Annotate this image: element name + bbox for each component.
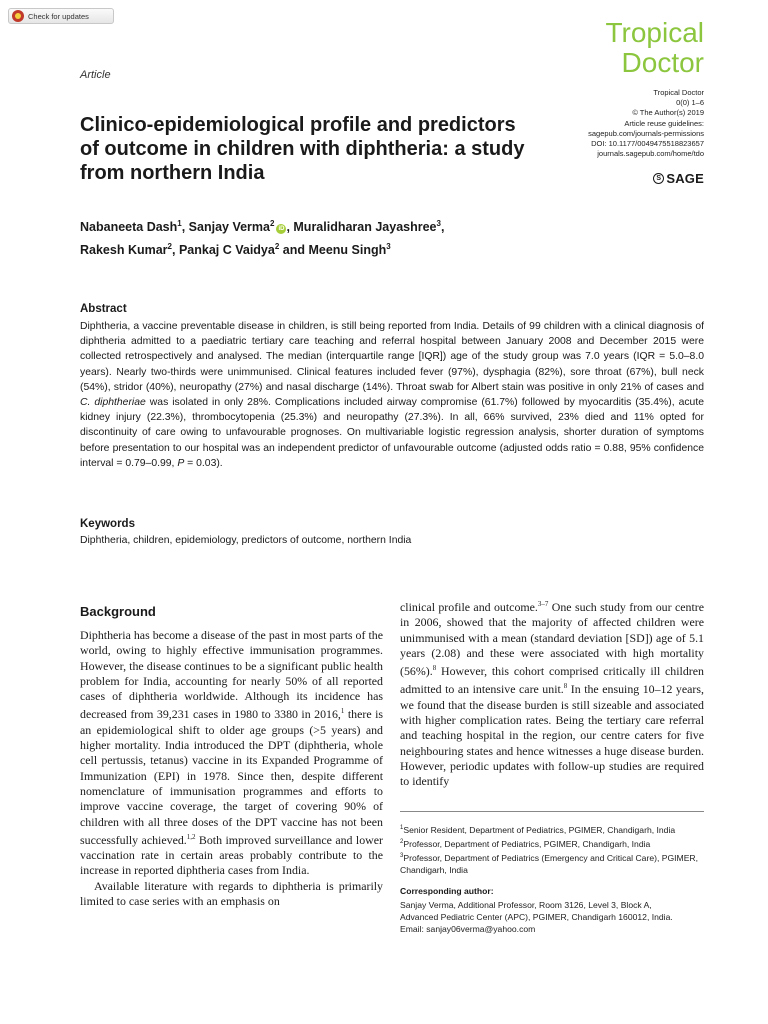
footnote-divider: [400, 811, 704, 812]
meta-copyright: © The Author(s) 2019: [632, 108, 704, 118]
citation-ref[interactable]: 3–7: [537, 600, 549, 608]
meta-journal: Tropical Doctor: [653, 88, 704, 97]
sage-logo-icon: S: [653, 173, 664, 184]
author-affiliation-ref: 2: [269, 219, 275, 228]
affiliations: [400, 822, 704, 876]
body-paragraph: Available literature with regards to diphtheria is primarily limited to case series with an emphasis on: [80, 878, 383, 908]
citation-ref[interactable]: 1,2: [186, 832, 196, 841]
meta-doi-link[interactable]: DOI: 10.1177/0049475518823657: [591, 139, 704, 149]
body-column-left: [80, 628, 383, 909]
p-value-label: P: [177, 457, 185, 469]
meta-reuse: Article reuse guidelines:: [624, 118, 704, 128]
crossmark-icon: [12, 10, 24, 22]
organism-name: C. diphtheriae: [80, 397, 146, 409]
author-name: Muralidharan Jayashree: [293, 220, 437, 235]
author-name: Meenu Singh: [308, 243, 387, 258]
affiliation-item: $^2$Professor, Department of Pediatrics, PGIMER, Chandigarh, India: [400, 838, 651, 849]
author-name: Rakesh Kumar: [80, 243, 168, 258]
journal-name-line2: Doctor: [621, 47, 704, 78]
journal-logo: [605, 18, 704, 78]
body-paragraph: clinical profile and outcome.$^{3-7}$ One such study from our centre in 2006, showed that the majority of affected children were unimmunised with a mean (standard deviation [SD]) age of 5.1 years (2.08) and these were associated with high mortality (56%).$^8$ However, this cohort comprised critically ill children admitted to an intensive care unit.$^8$ In the ensuing 10–12 years, we found that the disease burden is still sizeable and associated with higher complication rates. Being the tertiary care referral and teaching hospital in the region, our centre caters for five neighbouring states and hence witnesses a huge disease burden. However, periodic updates with follow-up studies are required to identify: [400, 599, 704, 789]
author-affiliation-ref: 2: [167, 242, 172, 252]
citation-ref[interactable]: 1: [340, 707, 345, 716]
body-paragraph: Diphtheria has become a disease of the past in most parts of the world, owing to highly effective immunisation programmes. However, the disease continues to be a significant public health problem for India, accounting for nearly 50% of all reported cases of diphtheria worldwide. Although its incidence has decreased from 39,231 cases in 1980 to 3380 in 2016,$^1$ there is an epidemiological shift to older age groups (>5 years) and higher mortality. India introduced the DPT (diphtheria, whole cell pertussis, tetanus) vaccine in its Expanded Programme of Immunization (EPI) in 1978. Since then, despite different nomenclature of immunisation programmes and efforts to improve vaccine coverage, the target of covering 90% of children with all three doses of the DPT vaccine has not been successfully achieved.$^{1,2}$ Both improved surveillance and lower vaccination rate in certain areas probably contribute to the increase in reported diphtheria cases from India.: [80, 628, 384, 878]
meta-journal-link[interactable]: journals.sagepub.com/home/tdo: [597, 149, 704, 159]
article-type-label: Article: [80, 69, 111, 81]
author-affiliation-ref: 3: [436, 219, 441, 228]
meta-volume: 0(0) 1–6: [676, 98, 704, 108]
author-name: Pankaj C Vaidya: [178, 243, 275, 258]
check-for-updates-label: Check for updates: [28, 11, 89, 21]
abstract-text: Diphtheria, a vaccine preventable disease in children, is still being reported from India. Details of 99 children with a clinical diagnosis of diphtheria admitted to a paediatric tertiary care teaching and referral hospital between January 2008 and December 2015 were collected retrospectively and analysed. The median (interquartile range [IQR]) age of the study group was 7.0 years (IQR = 5.0–8.0 years). Nearly two-thirds were unimmunised. Clinical features included fever (97%), dysphagia (82%), sore throat (67%), bull neck (54%), stridor (40%), neuropathy (27%) and nasal discharge (14%). Throat swab for Albert stain was positive in only 21% of cases and C. diphtheriae was isolated in only 28%. Complications included airway compromise (61.7%) followed by myocarditis (35.4%), acute kidney injury (22.3%), thrombocytopenia (25.3%) and neuropathy (27.3%). In all, 66% survived, 23% died and 11% opted for discontinuity of care owing to unfavourable prognoses. On multivariable logistic regression analysis, shorter duration of symptoms before presentation to our hospital was an independent predictor of unfavourable outcome (adjusted odds ratio = 0.88, 95% confidence interval = 0.79–0.99, P = 0.03).: [80, 321, 704, 469]
journal-meta: [588, 88, 704, 159]
keywords-text: Diphtheria, children, epidemiology, predictors of outcome, northern India: [80, 535, 412, 546]
check-for-updates-button[interactable]: [8, 8, 114, 24]
abstract-heading: Abstract: [80, 303, 127, 315]
meta-permissions-link[interactable]: sagepub.com/journals-permissions: [588, 128, 704, 138]
background-heading: Background: [80, 604, 156, 619]
article-title: Clinico-epidemiological profile and predictors of outcome in children with diphtheria: a study from northern India: [80, 114, 525, 184]
author-affiliation-ref: 1: [177, 219, 182, 228]
publisher-name: SAGE: [666, 171, 704, 186]
affiliation-item: $^3$Professor, Department of Pediatrics (Emergency and Critical Care), PGIMER, Chandigarh, India: [400, 852, 699, 875]
author-name: Nabaneeta Dash: [80, 220, 178, 235]
journal-name-line1: Tropical: [605, 17, 704, 48]
publisher-logo: [653, 171, 704, 186]
affiliation-item: $^1$Senior Resident, Department of Pediatrics, PGIMER, Chandigarh, India: [400, 824, 676, 835]
citation-ref[interactable]: 8: [563, 682, 568, 691]
orcid-icon[interactable]: iD: [278, 226, 285, 233]
citation-ref[interactable]: 8: [432, 664, 437, 673]
author-name: Sanjay Verma: [188, 220, 270, 235]
corresponding-author-details: Sanjay Verma, Additional Professor, Room 3126, Level 3, Block A, Advanced Pediatric Center (APC), PGIMER, Chandigarh 160012, India. Email: sanjay06verma@yahoo.com: [400, 899, 704, 935]
author-email-link[interactable]: Email: sanjay06verma@yahoo.com: [400, 924, 536, 934]
keywords-heading: Keywords: [80, 518, 135, 530]
corresponding-author-heading: Corresponding author:: [400, 886, 494, 896]
body-column-right: [400, 597, 704, 789]
author-affiliation-ref: 2: [274, 242, 280, 252]
author-affiliation-ref: 3: [386, 242, 391, 252]
author-list: Nabaneeta Dash$^1$, Sanjay Verma$^2$iD , Muralidharan Jayashree$^3$, Rakesh Kumar$^2$, Pankaj C Vaidya$^2$ and Meenu Singh$^3$: [80, 219, 445, 258]
